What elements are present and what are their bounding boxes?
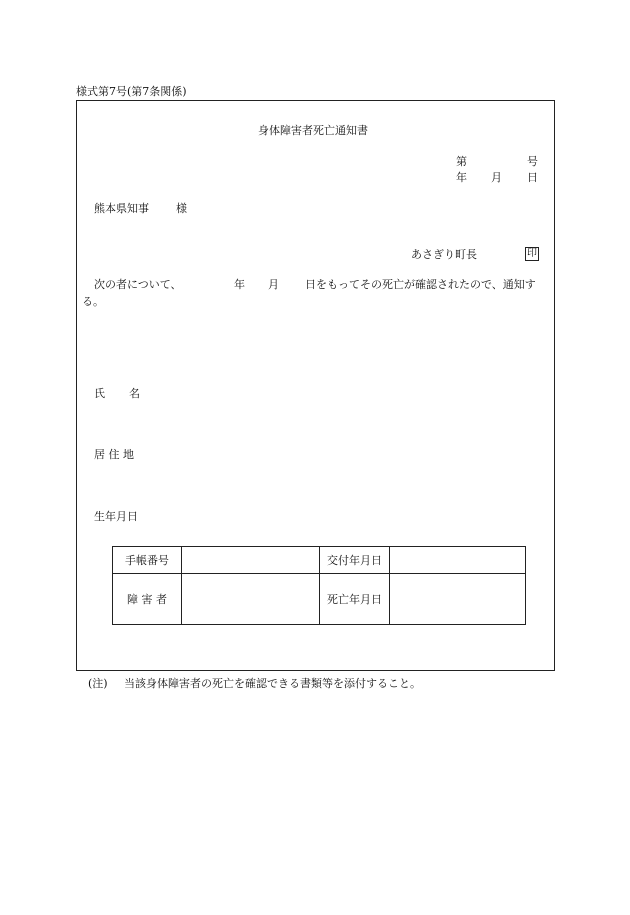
body-text-line2: る。	[82, 295, 104, 308]
addressee: 熊本県知事	[94, 202, 149, 215]
date-day-label: 日	[527, 171, 538, 184]
addressee-honorific: 様	[176, 202, 187, 215]
table-cell-value[interactable]	[390, 547, 526, 574]
table-cell-label: 手帳番号	[113, 547, 182, 574]
info-table	[112, 546, 526, 625]
table-cell-label: 障 害 者	[113, 574, 182, 625]
number-go: 号	[527, 155, 538, 168]
body-text-rest: 日をもってその死亡が確認されたので、通知す	[305, 278, 536, 291]
table-cell-label: 死亡年月日	[320, 574, 390, 625]
table-row	[113, 574, 526, 625]
body-year-label: 年	[234, 278, 245, 291]
body-month-label: 月	[268, 278, 279, 291]
sender-name: あさぎり町長	[411, 248, 477, 261]
form-title: 身体障害者死亡通知書	[258, 124, 368, 137]
table-cell-value[interactable]	[182, 574, 320, 625]
table-cell-value[interactable]	[390, 574, 526, 625]
name-label-1: 氏	[94, 387, 105, 400]
date-year-label: 年	[456, 171, 467, 184]
form-number-label: 様式第7号(第7条関係)	[76, 85, 187, 98]
table-cell-label: 交付年月日	[320, 547, 390, 574]
footnote-marker: (注)	[88, 677, 108, 690]
body-text-intro: 次の者について、	[94, 278, 182, 291]
name-label-2: 名	[129, 387, 140, 400]
table-cell-value[interactable]	[182, 547, 320, 574]
address-label: 居 住 地	[94, 448, 134, 461]
date-month-label: 月	[491, 171, 502, 184]
footnote-text: 当該身体障害者の死亡を確認できる書類等を添付すること。	[124, 677, 421, 690]
number-dai: 第	[456, 155, 467, 168]
birthdate-label: 生年月日	[94, 510, 138, 523]
seal-mark: 印	[527, 248, 537, 259]
table-row	[113, 547, 526, 574]
